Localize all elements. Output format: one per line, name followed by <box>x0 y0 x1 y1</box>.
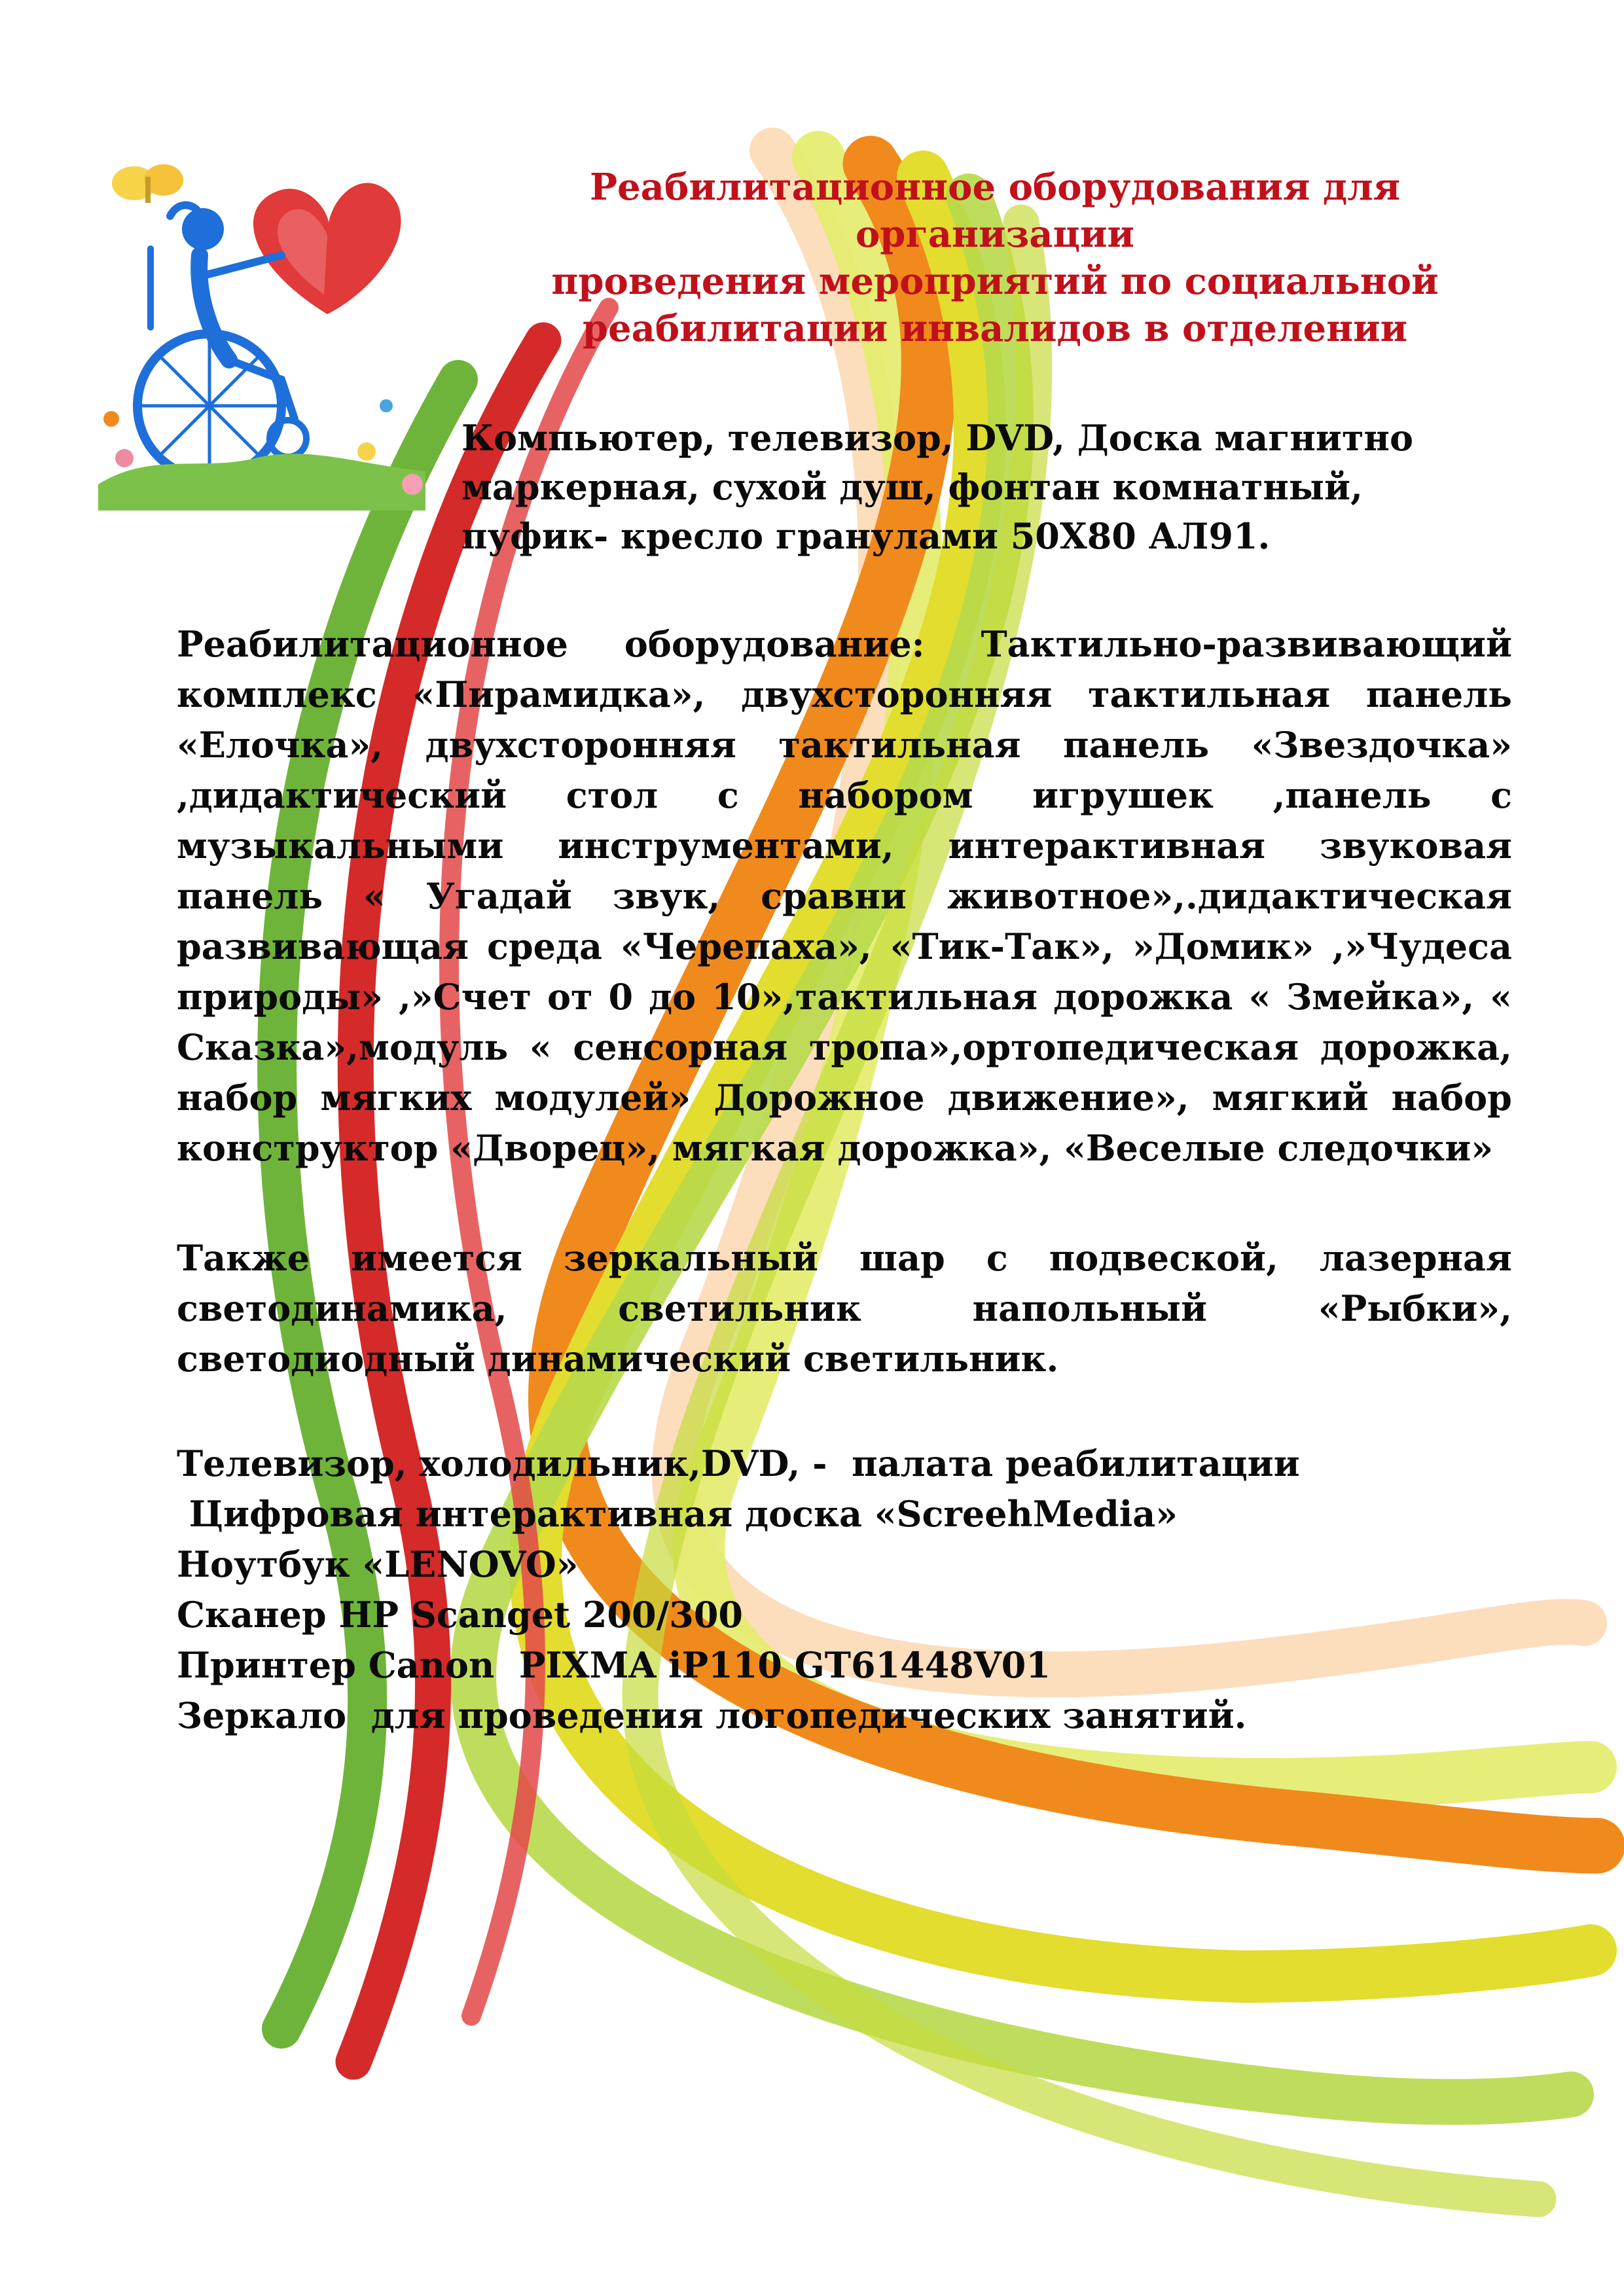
word: до <box>649 976 696 1018</box>
heart-icon <box>253 183 401 314</box>
word: напольный <box>972 1287 1208 1329</box>
word: звуковая <box>1320 825 1512 867</box>
word: зеркальный <box>564 1237 818 1279</box>
word: звук, <box>612 875 721 917</box>
word: сравни <box>761 875 907 917</box>
word: конструктор «Дворец», мягкая дорожка», «Веселые следочки» <box>177 1127 1494 1169</box>
word: оборудование: <box>624 623 925 665</box>
word: « <box>1490 976 1512 1018</box>
word: «Тик-Так», <box>890 925 1114 967</box>
word: « <box>529 1026 552 1068</box>
paragraph-line <box>177 770 1512 821</box>
word: Сказка»,модуль <box>177 1026 509 1068</box>
word: двухсторонняя <box>741 673 1053 715</box>
title-line: проведения мероприятий по социальной <box>551 260 1439 303</box>
word: лазерная <box>1319 1237 1512 1279</box>
document-title <box>537 164 1453 352</box>
word: 10»,тактильная <box>712 976 1038 1018</box>
paragraph-line <box>177 1334 1512 1384</box>
word: подвеской, <box>1049 1237 1278 1279</box>
word: от <box>547 976 593 1018</box>
word: светодинамика, <box>177 1287 507 1329</box>
word: «Пирамидка», <box>412 673 706 715</box>
list-item: Ноутбук «LENOVO» <box>177 1543 579 1585</box>
paragraph-line <box>177 670 1512 720</box>
word: инструментами, <box>558 825 894 867</box>
word: с <box>986 1237 1008 1279</box>
equipment-paragraph <box>177 619 1512 1174</box>
paragraph-line <box>177 619 1512 670</box>
list-item: Сканер HP Scanget 200/300 <box>177 1594 743 1636</box>
word: движение», <box>947 1077 1189 1119</box>
word: модулей» <box>494 1077 691 1119</box>
intro-line: Компьютер, телевизор, DVD, Доска магнитно <box>461 417 1413 459</box>
word: стол <box>566 774 659 816</box>
word: набор <box>1391 1077 1512 1119</box>
word: дорожка, <box>1320 1026 1512 1068</box>
word: набор <box>177 1077 298 1119</box>
equipment-list <box>177 1439 1551 1741</box>
word: «Рыбки», <box>1318 1287 1512 1329</box>
word: панель <box>177 875 323 917</box>
word: набором <box>798 774 973 816</box>
word: панель <box>1365 673 1512 715</box>
list-item: Телевизор, холодильник,DVD, - палата реабилитации <box>177 1443 1300 1484</box>
paragraph-line <box>177 1283 1512 1334</box>
word: природы» <box>177 976 383 1018</box>
word: Дорожное <box>713 1077 925 1119</box>
word: тактильная <box>778 724 1021 766</box>
word: »Домик» <box>1132 925 1314 967</box>
word: светильник <box>618 1287 861 1329</box>
title-line: реабилитации инвалидов в отделении <box>582 307 1408 350</box>
word: мягких <box>320 1077 472 1119</box>
word: комплекс <box>177 673 377 715</box>
rehabilitation-logo <box>72 144 439 511</box>
word: тактильная <box>1088 673 1331 715</box>
list-item: Зеркало для проведения логопедических занятий. <box>177 1695 1247 1736</box>
paragraph-line <box>177 1022 1512 1073</box>
word: среда <box>486 925 602 967</box>
word: панель <box>1063 724 1210 766</box>
word: ,дидактический <box>177 774 507 816</box>
butterfly-icon <box>112 164 183 203</box>
paragraph-line <box>177 1073 1512 1123</box>
intro-line: маркерная, сухой душ, фонтан комнатный, <box>461 466 1363 508</box>
word: ,»Чудеса <box>1332 925 1512 967</box>
word: «Звездочка» <box>1251 724 1512 766</box>
word: светодиодный динамический светильник. <box>177 1338 1059 1380</box>
word: « <box>363 875 386 917</box>
word: музыкальными <box>177 825 504 867</box>
paragraph-line <box>177 821 1512 871</box>
list-item: Цифровая интерактивная доска «ScreehMedia» <box>177 1493 1178 1535</box>
word: «Черепаха», <box>620 925 872 967</box>
word: «Елочка», <box>177 724 384 766</box>
word: сенсорная <box>573 1026 788 1068</box>
word: двухсторонняя <box>425 724 736 766</box>
list-item: Принтер Canon PIXMA iP110 GT61448V01 <box>177 1644 1051 1686</box>
paragraph-line <box>177 972 1512 1022</box>
word: « <box>1248 976 1271 1018</box>
word: развивающая <box>177 925 469 967</box>
word: интерактивная <box>948 825 1266 867</box>
title-line: Реабилитационное оборудования для <box>589 166 1401 209</box>
word: мягкий <box>1212 1077 1369 1119</box>
intro-equipment <box>461 414 1509 561</box>
word: ,»Счет <box>399 976 532 1018</box>
word: дорожка <box>1053 976 1233 1018</box>
word: 0 <box>608 976 634 1018</box>
paragraph-line <box>177 922 1512 972</box>
word: с <box>1490 774 1512 816</box>
paragraph-line <box>177 1233 1512 1283</box>
word: Также <box>177 1237 310 1279</box>
word: Угадай <box>425 875 572 917</box>
word: имеется <box>351 1237 522 1279</box>
word: животное»,.дидактическая <box>947 875 1512 917</box>
word: Реабилитационное <box>177 623 568 665</box>
word: игрушек <box>1032 774 1214 816</box>
word: ,панель <box>1272 774 1432 816</box>
paragraph-line <box>177 871 1512 922</box>
paragraph-line <box>177 720 1512 770</box>
paragraph-line <box>177 1123 1512 1174</box>
word: тропа»,ортопедическая <box>809 1026 1299 1068</box>
word: с <box>717 774 739 816</box>
intro-line: пуфик- кресло гранулами 50Х80 АЛ91. <box>461 515 1271 557</box>
lighting-paragraph <box>177 1233 1512 1384</box>
word: Змейка», <box>1286 976 1475 1018</box>
word: шар <box>859 1237 945 1279</box>
title-line: организации <box>855 213 1135 256</box>
word: Тактильно-развивающий <box>981 623 1512 665</box>
